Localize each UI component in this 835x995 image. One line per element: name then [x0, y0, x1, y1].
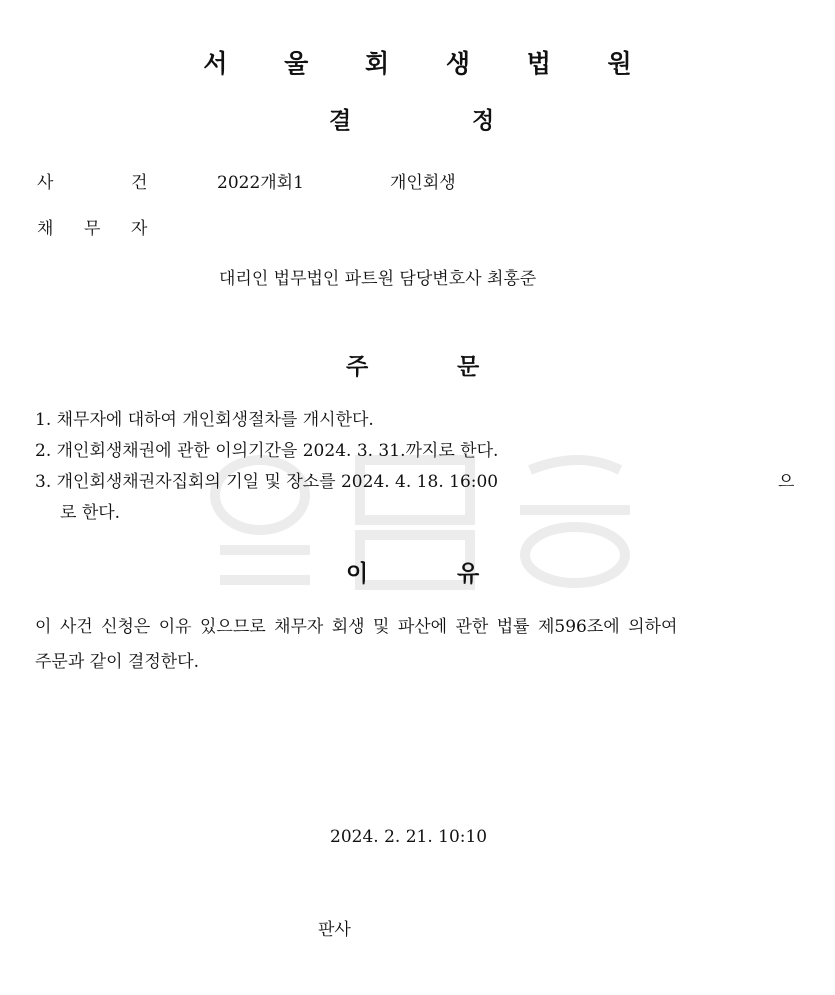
order-item-2: 2. 개인회생채권에 관한 이의기간을 2024. 3. 31.까지로 한다. — [35, 441, 499, 461]
watermark — [200, 440, 640, 590]
court-name: 서 울 회 생 법 원 — [203, 49, 656, 78]
case-number: 2022개회1 — [217, 173, 304, 193]
order-item-1: 1. 채무자에 대하여 개인회생절차를 개시한다. — [35, 410, 374, 430]
debtor-label-1: 채 — [37, 219, 54, 239]
debtor-label-3: 자 — [131, 219, 148, 239]
reason-heading-right: 유 — [457, 561, 480, 587]
doc-type-left: 결 — [329, 108, 352, 134]
debtor-label-2: 무 — [84, 219, 101, 239]
order-item-3-tail: 으 — [778, 472, 795, 492]
reason-heading-left: 이 — [346, 561, 369, 587]
reason-line-1: 이 사건 신청은 이유 있으므로 채무자 회생 및 파산에 관한 법률 제596조에 의하여 — [35, 617, 678, 637]
order-heading-left: 주 — [346, 354, 369, 380]
debtor-agent: 대리인 법무법인 파트원 담당변호사 최홍준 — [219, 269, 537, 289]
order-item-3: 3. 개인회생채권자집회의 기일 및 장소를 2024. 4. 18. 16:00 — [35, 472, 499, 492]
order-heading-right: 문 — [457, 354, 480, 380]
order-item-3-cont: 로 한다. — [60, 503, 121, 523]
case-type: 개인회생 — [390, 173, 456, 193]
judge-label: 판사 — [318, 920, 351, 940]
decision-date: 2024. 2. 21. 10:10 — [330, 827, 488, 847]
reason-line-2: 주문과 같이 결정한다. — [35, 652, 200, 672]
doc-type-right: 정 — [472, 108, 495, 134]
case-label-right: 건 — [131, 173, 148, 193]
case-label-left: 사 — [37, 173, 54, 193]
